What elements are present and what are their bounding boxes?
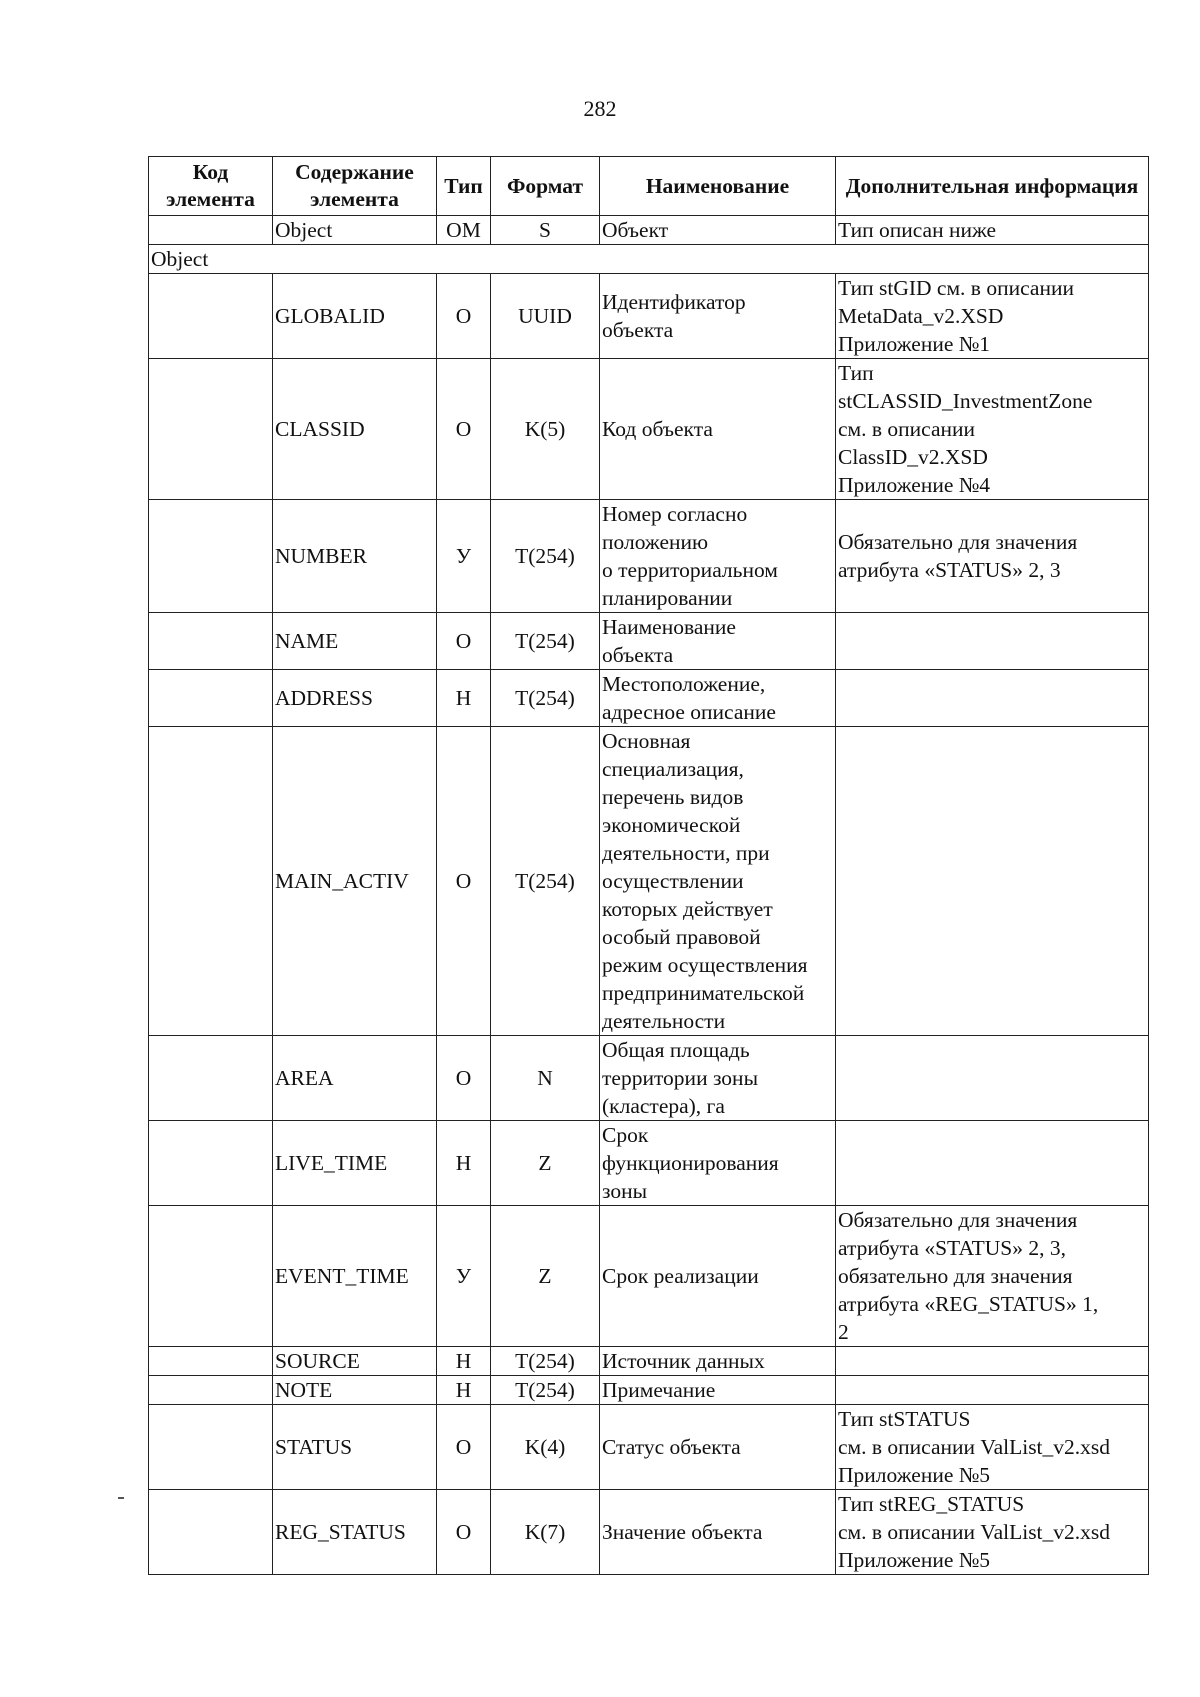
cell-name: Идентификатор объекта: [600, 274, 836, 359]
cell-info: [836, 1036, 1149, 1121]
cell-format: K(5): [491, 359, 600, 500]
cell-info: Тип stCLASSID_InvestmentZone см. в описании ClassID_v2.XSD Приложение №4: [836, 359, 1149, 500]
top-row: [149, 216, 1149, 245]
group-label: Object: [149, 245, 1149, 274]
table-row: [149, 670, 1149, 727]
cell-name: Срок функционирования зоны: [600, 1121, 836, 1206]
cell-info: Тип stGID см. в описании MetaData_v2.XSD Приложение №1: [836, 274, 1149, 359]
cell-element: EVENT_TIME: [273, 1206, 437, 1347]
table-row: [149, 1376, 1149, 1405]
table-row: [149, 500, 1149, 613]
cell-name: Общая площадь территории зоны (кластера), га: [600, 1036, 836, 1121]
cell-code: [149, 1121, 273, 1206]
cell-format: Z: [491, 1121, 600, 1206]
cell-code: [149, 1490, 273, 1575]
cell-info: [836, 613, 1149, 670]
margin-mark: [118, 1497, 124, 1499]
cell-element: NAME: [273, 613, 437, 670]
cell-element: NUMBER: [273, 500, 437, 613]
cell-format: Z: [491, 1206, 600, 1347]
cell-type: Н: [437, 670, 491, 727]
header-content: Содержание элемента: [273, 157, 437, 216]
cell-info: [836, 727, 1149, 1036]
cell-code: [149, 274, 273, 359]
cell-code: [149, 359, 273, 500]
cell-info: Тип описан ниже: [836, 216, 1149, 245]
header-row: [149, 157, 1149, 216]
table-row: [149, 1121, 1149, 1206]
cell-type: О: [437, 727, 491, 1036]
table-row: [149, 1405, 1149, 1490]
cell-name: Местоположение, адресное описание: [600, 670, 836, 727]
cell-name: Значение объекта: [600, 1490, 836, 1575]
cell-element: NOTE: [273, 1376, 437, 1405]
cell-element: CLASSID: [273, 359, 437, 500]
cell-element: ADDRESS: [273, 670, 437, 727]
cell-code: [149, 1376, 273, 1405]
cell-element: GLOBALID: [273, 274, 437, 359]
cell-element: Object: [273, 216, 437, 245]
cell-info: Тип stREG_STATUS см. в описании ValList_v2.xsd Приложение №5: [836, 1490, 1149, 1575]
cell-format: T(254): [491, 613, 600, 670]
table-row: [149, 1490, 1149, 1575]
attribute-spec-table: [148, 156, 1149, 1575]
cell-name: Примечание: [600, 1376, 836, 1405]
header-type: Тип: [437, 157, 491, 216]
page-number: 282: [583, 96, 617, 121]
table-row: [149, 1206, 1149, 1347]
cell-info: [836, 1347, 1149, 1376]
cell-info: [836, 1121, 1149, 1206]
cell-element: STATUS: [273, 1405, 437, 1490]
cell-format: T(254): [491, 1347, 600, 1376]
cell-code: [149, 500, 273, 613]
cell-name: Объект: [600, 216, 836, 245]
cell-code: [149, 216, 273, 245]
cell-code: [149, 1036, 273, 1121]
table-row: [149, 1036, 1149, 1121]
cell-code: [149, 613, 273, 670]
cell-type: О: [437, 1036, 491, 1121]
header-info: Дополнительная информация: [836, 157, 1149, 216]
table-row: [149, 1347, 1149, 1376]
cell-name: Источник данных: [600, 1347, 836, 1376]
cell-type: О: [437, 1490, 491, 1575]
cell-format: T(254): [491, 727, 600, 1036]
table-row: [149, 613, 1149, 670]
table-row: [149, 274, 1149, 359]
cell-name: Номер согласно положению о территориальном планировании: [600, 500, 836, 613]
cell-type: У: [437, 1206, 491, 1347]
cell-type: Н: [437, 1121, 491, 1206]
cell-name: Основная специализация, перечень видов экономической деятельности, при осуществлении которых действует особый правовой режим осуществления предпринимательской деятельности: [600, 727, 836, 1036]
cell-name: Код объекта: [600, 359, 836, 500]
cell-element: AREA: [273, 1036, 437, 1121]
cell-code: [149, 727, 273, 1036]
cell-info: [836, 1376, 1149, 1405]
cell-type: Н: [437, 1376, 491, 1405]
cell-format: K(7): [491, 1490, 600, 1575]
cell-type: О: [437, 613, 491, 670]
cell-element: LIVE_TIME: [273, 1121, 437, 1206]
cell-code: [149, 670, 273, 727]
cell-type: О: [437, 274, 491, 359]
cell-type: У: [437, 500, 491, 613]
cell-name: Наименование объекта: [600, 613, 836, 670]
cell-element: SOURCE: [273, 1347, 437, 1376]
cell-type: О: [437, 1405, 491, 1490]
cell-format: N: [491, 1036, 600, 1121]
cell-element: REG_STATUS: [273, 1490, 437, 1575]
cell-format: T(254): [491, 500, 600, 613]
cell-code: [149, 1347, 273, 1376]
cell-format: UUID: [491, 274, 600, 359]
cell-info: [836, 670, 1149, 727]
header-format: Формат: [491, 157, 600, 216]
cell-format: S: [491, 216, 600, 245]
cell-name: Срок реализации: [600, 1206, 836, 1347]
header-name: Наименование: [600, 157, 836, 216]
cell-type: ОМ: [437, 216, 491, 245]
cell-format: T(254): [491, 670, 600, 727]
table-row: [149, 727, 1149, 1036]
cell-name: Статус объекта: [600, 1405, 836, 1490]
cell-format: K(4): [491, 1405, 600, 1490]
cell-code: [149, 1405, 273, 1490]
table-row: [149, 359, 1149, 500]
group-row: [149, 245, 1149, 274]
cell-element: MAIN_ACTIV: [273, 727, 437, 1036]
cell-type: О: [437, 359, 491, 500]
cell-info: Обязательно для значения атрибута «STATUS» 2, 3, обязательно для значения атрибута «REG_STATUS» 1, 2: [836, 1206, 1149, 1347]
header-code: Код элемента: [149, 157, 273, 216]
cell-code: [149, 1206, 273, 1347]
cell-format: T(254): [491, 1376, 600, 1405]
cell-info: Тип stSTATUS см. в описании ValList_v2.xsd Приложение №5: [836, 1405, 1149, 1490]
cell-info: Обязательно для значения атрибута «STATUS» 2, 3: [836, 500, 1149, 613]
table-body: [149, 216, 1149, 1575]
cell-type: Н: [437, 1347, 491, 1376]
table-header: [149, 157, 1149, 216]
